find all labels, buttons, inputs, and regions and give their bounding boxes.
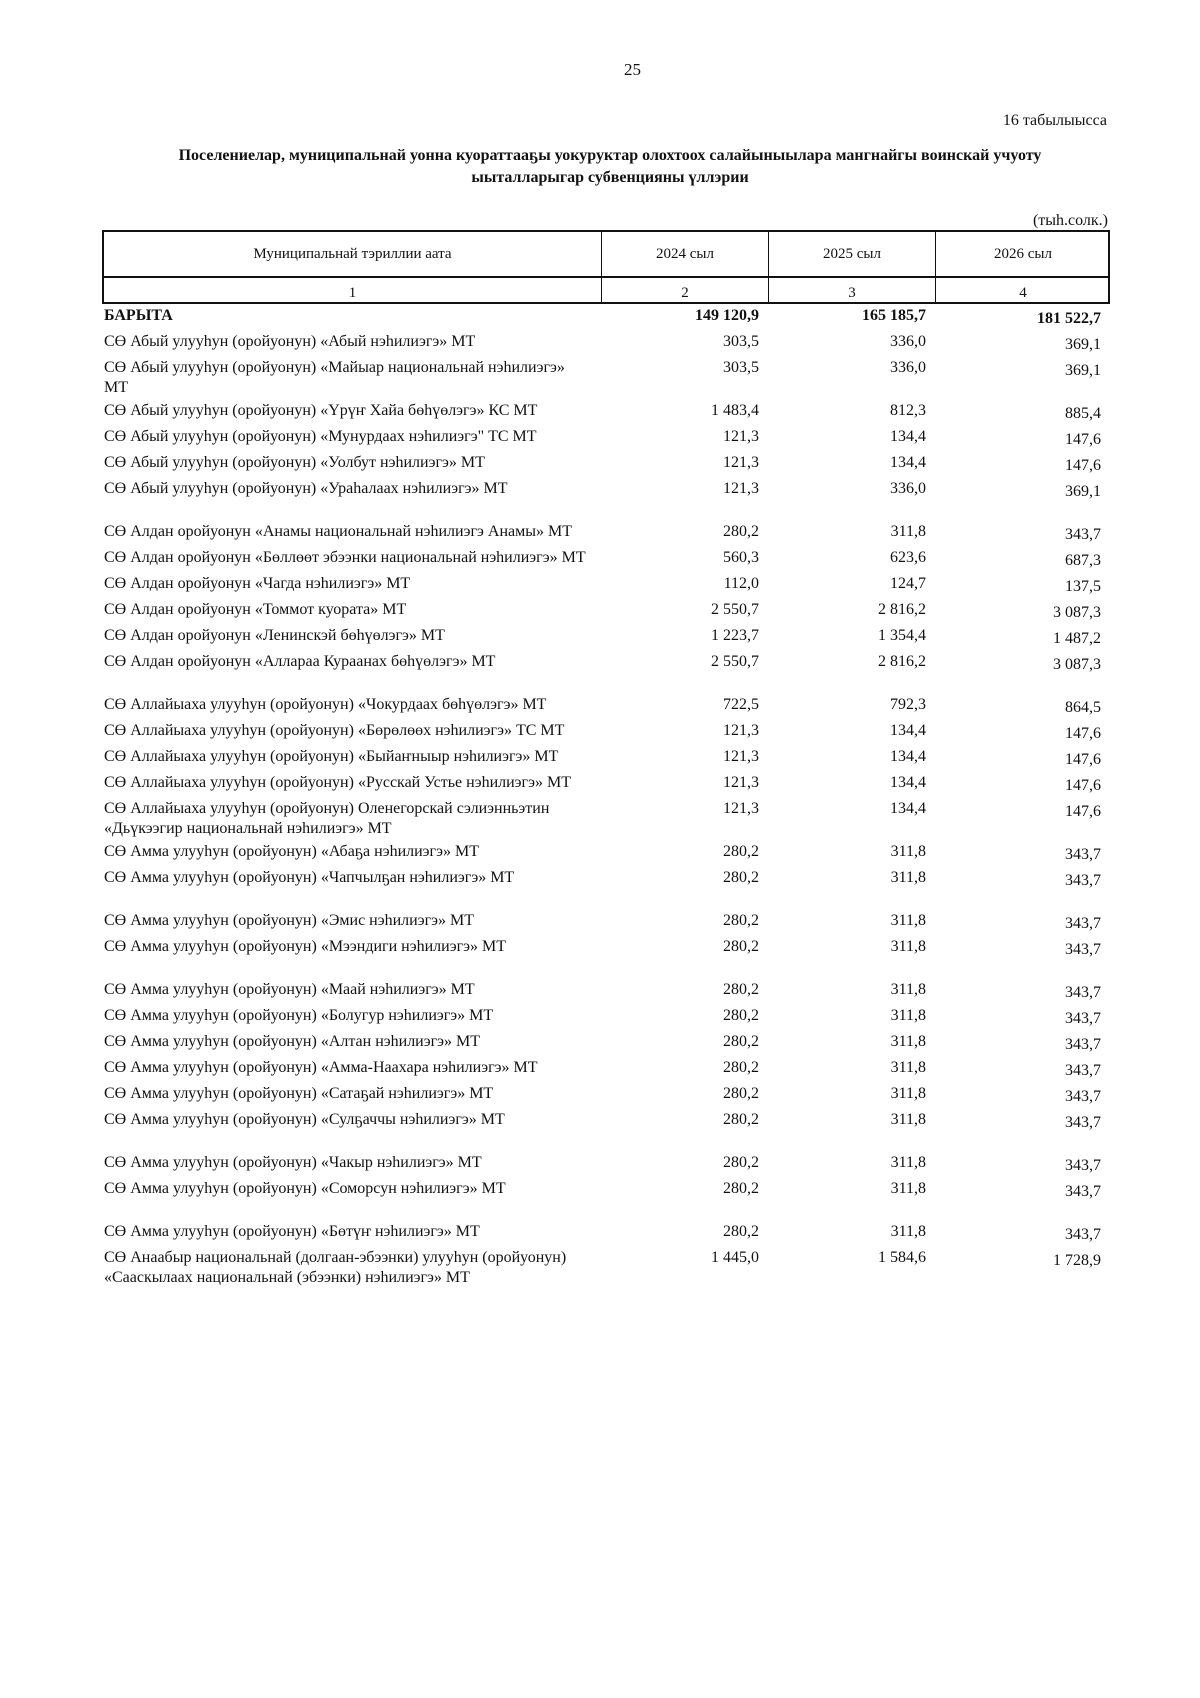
value-2025: 134,4 xyxy=(890,748,926,765)
value-2026: 147,6 xyxy=(1065,431,1101,448)
value-2024: 112,0 xyxy=(723,575,759,592)
value-2026: 343,7 xyxy=(1065,846,1101,863)
header-municipality: Муниципальнай тэриллии аата xyxy=(253,245,452,262)
municipality-name: СӨ Аллайыаха улууһун (оройуонун) «Быйаҥныыр нэһилиэгэ» МТ xyxy=(104,748,559,765)
table-row xyxy=(102,401,1110,424)
value-2025: 1 354,4 xyxy=(878,627,926,644)
value-2025: 124,7 xyxy=(890,575,926,592)
value-2025: 134,4 xyxy=(890,454,926,471)
value-2026: 3 087,3 xyxy=(1053,604,1101,621)
value-2025: 792,3 xyxy=(890,696,926,713)
total-label: БАРЫТА xyxy=(104,307,173,324)
value-2024: 280,2 xyxy=(723,1111,759,1128)
value-2024: 121,3 xyxy=(723,722,759,739)
value-2026: 147,6 xyxy=(1065,777,1101,794)
value-2026: 343,7 xyxy=(1065,1062,1101,1079)
value-2024: 280,2 xyxy=(723,843,759,860)
value-2024: 280,2 xyxy=(723,1085,759,1102)
value-2026: 343,7 xyxy=(1065,1010,1101,1027)
table-row xyxy=(102,1058,1110,1081)
municipality-name: СӨ Аллайыаха улууһун (оройуонун) «Чокурдаах бөһүөлэгэ» МТ xyxy=(104,696,547,713)
value-2024: 280,2 xyxy=(723,869,759,886)
municipality-name: СӨ Амма улууһун (оройуонун) «Алтан нэһилиэгэ» МТ xyxy=(104,1033,481,1050)
table-row xyxy=(102,626,1110,649)
value-2024: 1 445,0 xyxy=(711,1249,759,1266)
value-2025: 623,6 xyxy=(890,549,926,566)
table-row xyxy=(102,911,1110,934)
table-body xyxy=(102,306,1110,1288)
value-2025: 311,8 xyxy=(890,1180,926,1197)
municipality-name: СӨ Алдан оройуонун «Ленинскэй бөһүөлэгэ» МТ xyxy=(104,627,445,644)
value-2024: 121,3 xyxy=(723,800,759,817)
municipality-name: СӨ Амма улууһун (оройуонун) «Сулҕаччы нэһилиэгэ» МТ xyxy=(104,1111,505,1128)
municipality-name: СӨ Алдан оройуонун «Аллараа Кураанах бөһүөлэгэ» МТ xyxy=(104,653,496,670)
value-2026: 343,7 xyxy=(1065,1036,1101,1053)
municipality-name: СӨ Алдан оройуонун «Анамы национальнай нэһилиэгэ Анамы» МТ xyxy=(104,523,572,540)
municipality-name: СӨ Абый улууһун (оройуонун) «Уолбут нэһилиэгэ» МТ xyxy=(104,454,485,471)
value-2025: 134,4 xyxy=(890,428,926,445)
table-header xyxy=(102,230,1110,278)
document-title xyxy=(110,145,1110,189)
value-2026: 147,6 xyxy=(1065,803,1101,820)
table-row xyxy=(102,842,1110,865)
value-2024: 303,5 xyxy=(723,333,759,350)
municipality-name: СӨ Абый улууһун (оройуонун) «Үрүҥ Хайа бөһүөлэгэ» КС МТ xyxy=(104,402,538,419)
value-2025: 336,0 xyxy=(890,480,926,497)
total-row xyxy=(102,306,1110,329)
value-2025: 812,3 xyxy=(890,402,926,419)
table-row xyxy=(102,773,1110,796)
value-2025: 311,8 xyxy=(890,1033,926,1050)
header-2025: 2025 сыл xyxy=(768,232,935,276)
column-number-2: 2 xyxy=(601,278,768,302)
value-2025: 311,8 xyxy=(890,1085,926,1102)
value-2026: 343,7 xyxy=(1065,984,1101,1001)
municipality-name: СӨ Абый улууһун (оройуонун) «Ураһалаах нэһилиэгэ» МТ xyxy=(104,480,508,497)
table-row xyxy=(102,574,1110,597)
value-2026: 3 087,3 xyxy=(1053,656,1101,673)
table-row xyxy=(102,937,1110,960)
value-2025: 134,4 xyxy=(890,774,926,791)
table-row xyxy=(102,1179,1110,1202)
value-2024: 560,3 xyxy=(723,549,759,566)
value-2026: 1 728,9 xyxy=(1053,1252,1101,1269)
document-title-line2: ыыталларыгар субвенцияны үллэрии xyxy=(471,169,749,186)
header-2026: 2026 сыл xyxy=(935,232,1110,276)
table-row xyxy=(102,799,1110,839)
value-2025: 311,8 xyxy=(890,938,926,955)
table-row xyxy=(102,1222,1110,1245)
value-2025: 311,8 xyxy=(890,981,926,998)
value-2024: 121,3 xyxy=(723,428,759,445)
column-number-3: 3 xyxy=(768,278,935,302)
municipality-name: СӨ Амма улууһун (оройуонун) «Болугур нэһилиэгэ» МТ xyxy=(104,1007,494,1024)
municipality-name: СӨ Амма улууһун (оройуонун) «Бөтүҥ нэһилиэгэ» МТ xyxy=(104,1223,480,1240)
table-row xyxy=(102,427,1110,450)
value-2025: 134,4 xyxy=(890,722,926,739)
value-2024: 121,3 xyxy=(723,774,759,791)
value-2026: 343,7 xyxy=(1065,1088,1101,1105)
municipality-name: СӨ Аллайыаха улууһун (оройуонун) Оленегорскай сэлиэнньэтин «Дьүкээгир национальнай нэһилиэгэ» МТ xyxy=(104,800,550,837)
value-2026: 343,7 xyxy=(1065,1114,1101,1131)
value-2024: 280,2 xyxy=(723,1180,759,1197)
value-2024: 280,2 xyxy=(723,523,759,540)
total-2024: 149 120,9 xyxy=(695,307,759,324)
page-number: 25 xyxy=(624,60,641,79)
table-row xyxy=(102,453,1110,476)
value-2025: 311,8 xyxy=(890,869,926,886)
municipality-name: СӨ Амма улууһун (оройуонун) «Маай нэһилиэгэ» МТ xyxy=(104,981,475,998)
municipality-name: СӨ Анаабыр национальнай (долгаан-эбээнки) улууһун (оройуонун) «Сааскылаах национальнай (эбээнки) нэһилиэгэ» МТ xyxy=(104,1249,567,1286)
units-label: (тыһ.солк.) xyxy=(1032,212,1108,229)
value-2025: 336,0 xyxy=(890,359,926,376)
table-row xyxy=(102,868,1110,891)
table-row xyxy=(102,695,1110,718)
value-2024: 280,2 xyxy=(723,1007,759,1024)
value-2024: 722,5 xyxy=(723,696,759,713)
table-row xyxy=(102,747,1110,770)
value-2026: 343,7 xyxy=(1065,915,1101,932)
value-2026: 343,7 xyxy=(1065,1157,1101,1174)
table-row xyxy=(102,1006,1110,1029)
municipality-name: СӨ Абый улууһун (оройуонун) «Абый нэһилиэгэ» МТ xyxy=(104,333,476,350)
municipality-name: СӨ Абый улууһун (оройуонун) «Мунурдаах нэһилиэгэ" ТС МТ xyxy=(104,428,537,445)
value-2024: 121,3 xyxy=(723,454,759,471)
value-2026: 343,7 xyxy=(1065,1183,1101,1200)
municipality-name: СӨ Амма улууһун (оройуонун) «Эмис нэһилиэгэ» МТ xyxy=(104,912,474,929)
value-2025: 311,8 xyxy=(890,1154,926,1171)
municipality-name: СӨ Аллайыаха улууһун (оройуонун) «Бөрөлөөх нэһилиэгэ» ТС МТ xyxy=(104,722,565,739)
value-2026: 885,4 xyxy=(1065,405,1101,422)
value-2025: 311,8 xyxy=(890,1007,926,1024)
table-row xyxy=(102,358,1110,398)
value-2026: 687,3 xyxy=(1065,552,1101,569)
value-2026: 343,7 xyxy=(1065,1226,1101,1243)
value-2025: 336,0 xyxy=(890,333,926,350)
value-2026: 369,1 xyxy=(1065,483,1101,500)
value-2025: 311,8 xyxy=(890,1059,926,1076)
value-2026: 147,6 xyxy=(1065,457,1101,474)
table-row xyxy=(102,548,1110,571)
value-2026: 369,1 xyxy=(1065,362,1101,379)
value-2026: 137,5 xyxy=(1065,578,1101,595)
table-row xyxy=(102,1032,1110,1055)
header-2024: 2024 сыл xyxy=(601,232,768,276)
value-2025: 311,8 xyxy=(890,1111,926,1128)
table-row xyxy=(102,1084,1110,1107)
value-2026: 864,5 xyxy=(1065,699,1101,716)
value-2026: 343,7 xyxy=(1065,941,1101,958)
value-2025: 1 584,6 xyxy=(878,1249,926,1266)
table-row xyxy=(102,1110,1110,1133)
table-row xyxy=(102,332,1110,355)
total-2026: 181 522,7 xyxy=(1037,310,1101,327)
total-2025: 165 185,7 xyxy=(862,307,926,324)
value-2025: 311,8 xyxy=(890,912,926,929)
value-2024: 280,2 xyxy=(723,981,759,998)
value-2025: 134,4 xyxy=(890,800,926,817)
value-2026: 147,6 xyxy=(1065,725,1101,742)
value-2025: 2 816,2 xyxy=(878,601,926,618)
table-row xyxy=(102,479,1110,502)
column-number-1: 1 xyxy=(348,285,357,301)
table-row xyxy=(102,980,1110,1003)
column-number-4: 4 xyxy=(935,278,1110,302)
value-2026: 343,7 xyxy=(1065,526,1101,543)
value-2024: 303,5 xyxy=(723,359,759,376)
municipality-name: СӨ Амма улууһун (оройуонун) «Чапчылҕан нэһилиэгэ» МТ xyxy=(104,869,515,886)
value-2024: 280,2 xyxy=(723,1059,759,1076)
municipality-name: СӨ Амма улууһун (оройуонун) «Абаҕа нэһилиэгэ» МТ xyxy=(104,843,479,860)
municipality-name: СӨ Амма улууһун (оройуонун) «Сатаҕай нэһилиэгэ» МТ xyxy=(104,1085,494,1102)
table-row xyxy=(102,1153,1110,1176)
value-2024: 2 550,7 xyxy=(711,653,759,670)
table-column-numbers xyxy=(102,278,1110,304)
value-2024: 2 550,7 xyxy=(711,601,759,618)
value-2024: 280,2 xyxy=(723,912,759,929)
value-2026: 369,1 xyxy=(1065,336,1101,353)
value-2024: 1 483,4 xyxy=(711,402,759,419)
value-2026: 1 487,2 xyxy=(1053,630,1101,647)
value-2024: 121,3 xyxy=(723,748,759,765)
municipality-name: СӨ Амма улууһун (оройуонун) «Чакыр нэһилиэгэ» МТ xyxy=(104,1154,482,1171)
table-row xyxy=(102,721,1110,744)
value-2025: 2 816,2 xyxy=(878,653,926,670)
municipality-name: СӨ Алдан оройуонун «Бөллөөт эбээнки национальнай нэһилиэгэ» МТ xyxy=(104,549,586,566)
table-row xyxy=(102,652,1110,675)
value-2024: 121,3 xyxy=(723,480,759,497)
subvention-table xyxy=(102,230,1110,1291)
value-2025: 311,8 xyxy=(890,1223,926,1240)
municipality-name: СӨ Амма улууһун (оройуонун) «Соморсун нэһилиэгэ» МТ xyxy=(104,1180,506,1197)
value-2026: 343,7 xyxy=(1065,872,1101,889)
value-2024: 280,2 xyxy=(723,1033,759,1050)
value-2025: 311,8 xyxy=(890,843,926,860)
value-2024: 280,2 xyxy=(723,1223,759,1240)
municipality-name: СӨ Амма улууһун (оройуонун) «Амма-Наахара нэһилиэгэ» МТ xyxy=(104,1059,538,1076)
municipality-name: СӨ Аллайыаха улууһун (оройуонун) «Русскай Устье нэһилиэгэ» МТ xyxy=(104,774,571,791)
document-title-line1: Поселениелар, муниципальнай уонна куораттааҕы уокуруктар олохтоох салайыныылара мангнайгы воинскай учуоту xyxy=(178,147,1042,164)
value-2024: 1 223,7 xyxy=(711,627,759,644)
value-2025: 311,8 xyxy=(890,523,926,540)
value-2024: 280,2 xyxy=(723,938,759,955)
value-2024: 280,2 xyxy=(723,1154,759,1171)
municipality-name: СӨ Абый улууһун (оройуонун) «Майыар национальнай нэһилиэгэ» МТ xyxy=(104,359,565,396)
municipality-name: СӨ Алдан оройуонун «Чагда нэһилиэгэ» МТ xyxy=(104,575,411,592)
table-row xyxy=(102,600,1110,623)
table-row xyxy=(102,1248,1110,1288)
table-row xyxy=(102,522,1110,545)
municipality-name: СӨ Амма улууһун (оройуонун) «Мээндиги нэһилиэгэ» МТ xyxy=(104,938,506,955)
value-2026: 147,6 xyxy=(1065,751,1101,768)
table-reference: 16 табылыысса xyxy=(1002,112,1107,129)
municipality-name: СӨ Алдан оройуонун «Томмот куората» МТ xyxy=(104,601,407,618)
